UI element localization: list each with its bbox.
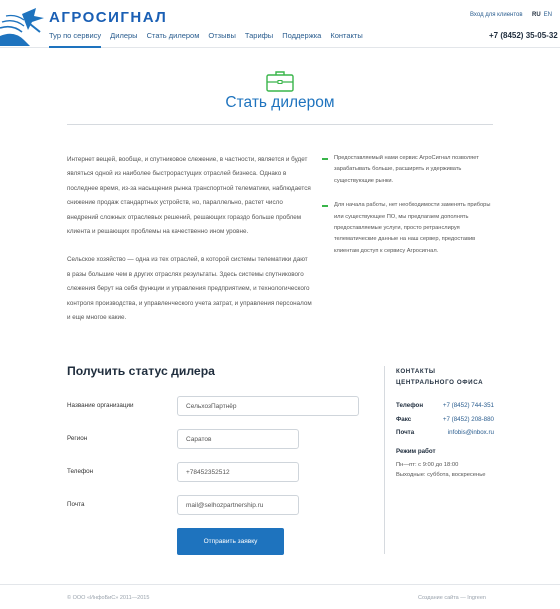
lang-en[interactable]: EN — [543, 12, 553, 18]
contact-key: Телефон — [396, 402, 424, 409]
intro-paragraph: Сельское хозяйство — одна из тех отраслей, в которой системы телематики дают в разы большие чем в других отраслях результаты. Здесь системы спутникового слежения берут на себя функции и управления предприятием, и технологического контроля производства, и управленческого учета затрат, и управления персоналом и еще многое какие. — [67, 256, 312, 322]
contact-key: Почта — [396, 429, 415, 436]
contact-row-phone — [396, 402, 494, 409]
green-dash-icon — [322, 205, 328, 207]
briefcase-icon — [266, 70, 294, 92]
list-item — [322, 200, 497, 257]
contact-row-email — [396, 429, 494, 436]
organization-input[interactable] — [177, 396, 359, 416]
nav-item-dealers[interactable]: Дилеры — [110, 31, 138, 40]
header-phone[interactable]: +7 (8452) 35-05-32 — [489, 31, 558, 40]
list-item — [322, 153, 497, 187]
nav-item-become-dealer[interactable]: Стать дилером — [146, 31, 200, 40]
nav-item-tariffs[interactable]: Тарифы — [244, 31, 274, 40]
site-header — [0, 0, 560, 48]
phone-label: Телефон — [67, 468, 94, 475]
green-dash-icon — [322, 158, 328, 160]
region-input[interactable] — [177, 429, 299, 449]
benefit-text: Предоставляемый нами сервис АгроСигнал позволяет зарабатывать больше, расширять и удерживать существующие рынки. — [334, 155, 479, 184]
nav-item-support[interactable]: Поддержка — [282, 31, 322, 40]
language-switcher — [532, 12, 552, 18]
contact-fax: +7 (8452) 208-880 — [442, 416, 494, 423]
footer-divider — [0, 584, 560, 585]
copyright: © ООО «ИнфоБиС» 2011—2015 — [67, 595, 150, 601]
region-label: Регион — [67, 435, 88, 442]
benefit-text: Для начала работы, нет необходимости заменять приборы или существующее ПО, мы предлагаем дополнять предоставляемые услуги, просто ретранслируя телематические данные на наш сервер, предоставив клиентам доступ к сервису Агросигнал. — [334, 202, 491, 254]
working-hours — [396, 460, 506, 480]
form-title: Получить статус дилера — [67, 364, 215, 378]
benefits-list — [322, 153, 497, 257]
nav-item-tour[interactable]: Тур по сервису — [49, 31, 101, 48]
contact-email-link[interactable]: infobis@inbox.ru — [447, 429, 494, 436]
email-input[interactable] — [177, 495, 299, 515]
lang-ru[interactable]: RU — [532, 12, 541, 18]
page-title: Стать дилером — [225, 94, 335, 111]
intro-paragraph: Интернет вещей, вообще, и спутниковое слежение, в частности, является и будет являться одной из наиболее быстрорастущих отраслей бизнеса. Однако в последнее время, из-за насыщения рынка транспортной телематики, наблюдается снижение продаж стандартных устройств, но, параллельно, растет число внедрений сложных отраслевых решений, решающих гораздо больше проблем клиента и решающих проблемы на качественно ином уровне. — [67, 156, 311, 236]
phone-input[interactable] — [177, 462, 299, 482]
contact-key: Факс — [396, 416, 412, 423]
hours-line: Пн—пт: с 9:00 до 18:00 — [396, 462, 459, 468]
contacts-title: КОНТАКТЫ ЦЕНТРАЛЬНОГО ОФИСА — [396, 368, 484, 386]
hours-title: Режим работ — [396, 448, 436, 455]
form-row-phone — [67, 462, 367, 482]
divider — [67, 124, 493, 125]
site-credit-link[interactable]: Создание сайта — Ingreen — [418, 595, 486, 601]
client-login-link[interactable]: Вход для клиентов — [470, 12, 523, 18]
submit-button[interactable]: Отправить заявку — [177, 528, 284, 555]
contacts-panel — [384, 366, 496, 554]
logo-icon[interactable] — [0, 6, 46, 46]
form-row-email — [67, 495, 367, 515]
form-row-region — [67, 429, 367, 449]
contact-row-fax — [396, 416, 494, 423]
hours-line: Выходные: суббота, воскресенье — [396, 472, 486, 478]
organization-label: Название организации — [67, 402, 134, 409]
intro-text — [67, 153, 312, 325]
logo-text[interactable]: АГРОСИГНАЛ — [49, 9, 168, 26]
form-row-organization — [67, 396, 367, 416]
main-nav — [49, 31, 363, 48]
email-label: Почта — [67, 501, 85, 508]
contact-phone[interactable]: +7 (8452) 744-351 — [442, 402, 494, 409]
nav-item-contacts[interactable]: Контакты — [330, 31, 363, 40]
nav-item-reviews[interactable]: Отзывы — [208, 31, 236, 40]
